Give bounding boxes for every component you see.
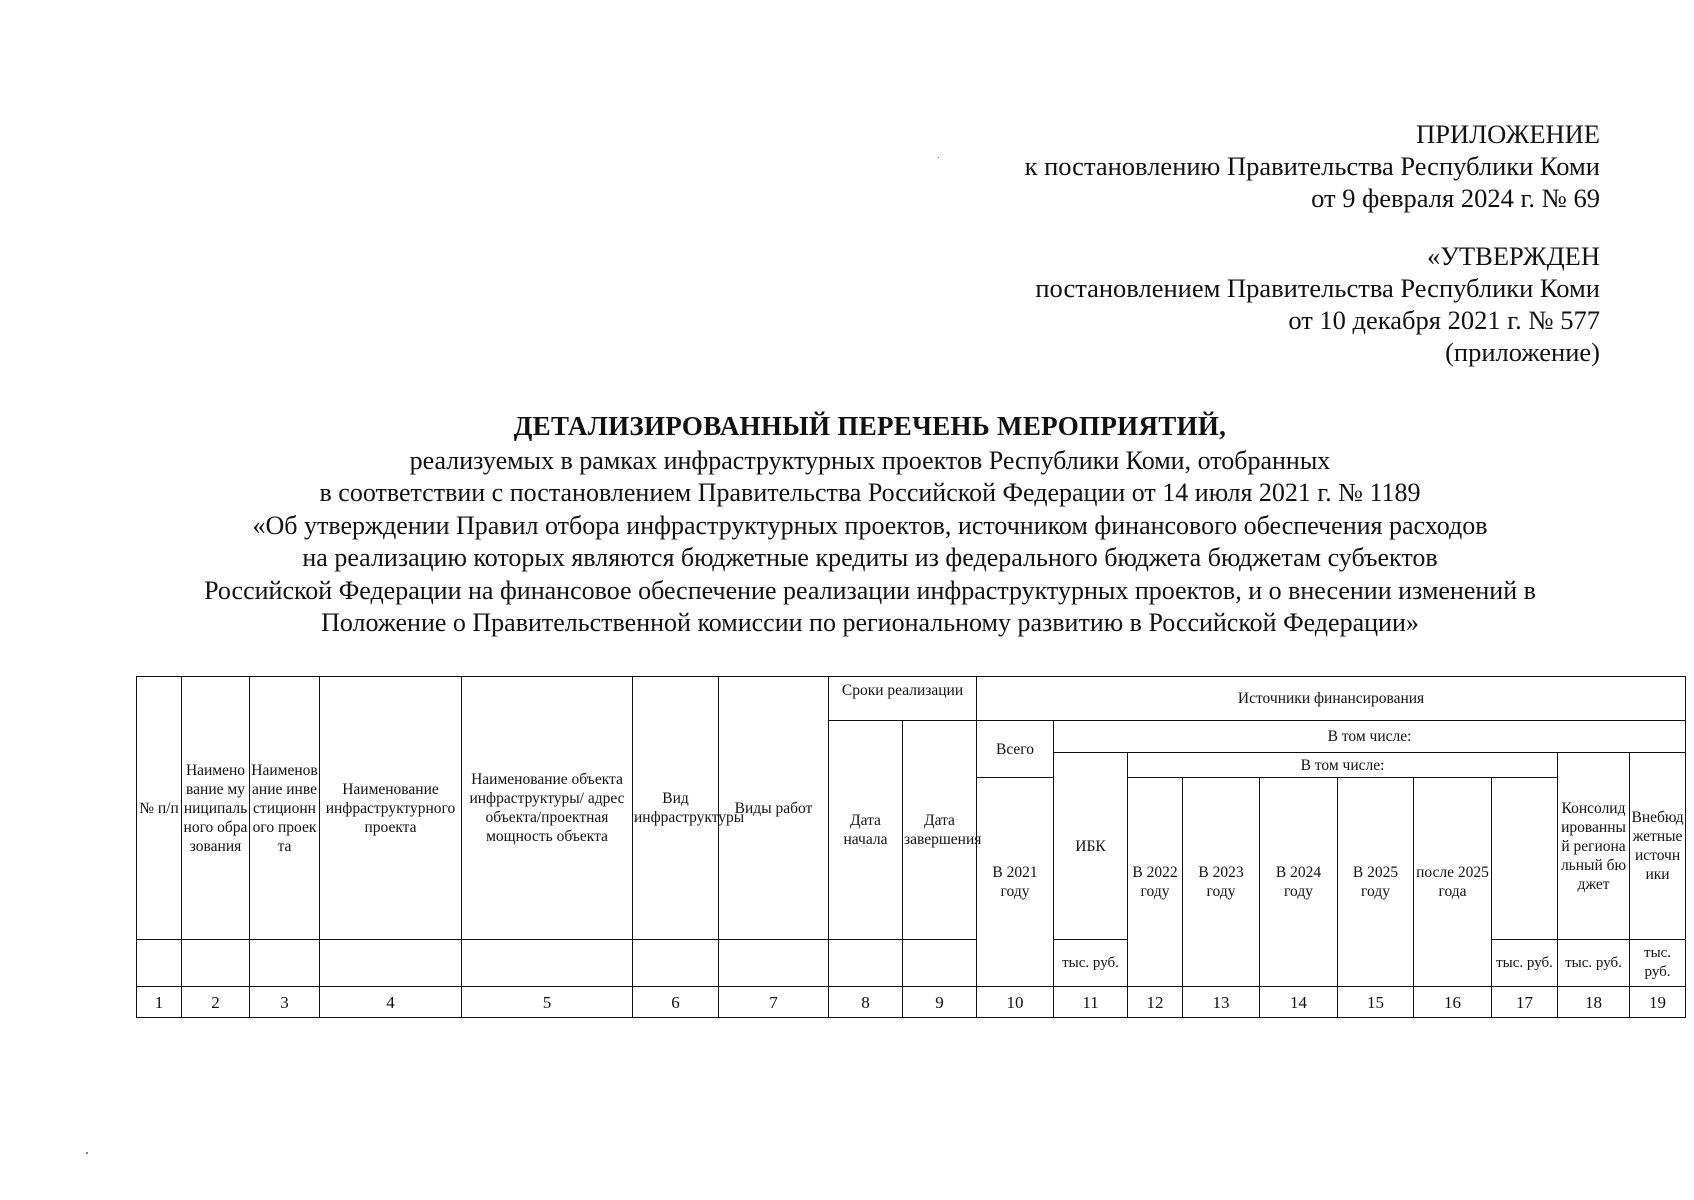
column-number: 1	[137, 987, 182, 1018]
title-main: ДЕТАЛИЗИРОВАННЫЙ ПЕРЕЧЕНЬ МЕРОПРИЯТИЙ,	[513, 411, 1227, 441]
column-number: 4	[320, 987, 462, 1018]
annex-header	[1025, 118, 1600, 368]
header-municipality: Наименование муниципального образования	[182, 677, 250, 940]
header-including-2: В том числе:	[1128, 753, 1558, 778]
title-line: «Об утверждении Правил отбора инфраструктурных проектов, источником финансового обеспечения расходов	[252, 510, 1488, 540]
header-ibk: ИБК	[1054, 753, 1128, 940]
header-number: № п/п	[137, 677, 182, 940]
header-year-2021: В 2021 году	[977, 778, 1054, 987]
column-number: 15	[1338, 987, 1414, 1018]
approved-line-1: постановлением Правительства Республики Коми	[1035, 273, 1600, 303]
unit-consolidated: тыс. руб.	[1558, 940, 1630, 987]
column-number: 10	[977, 987, 1054, 1018]
header-consolidated-budget: Консолидированный региональный бюджет	[1558, 753, 1630, 940]
title-line: Российской Федерации на финансовое обеспечение реализации инфраструктурных проектов, и о внесении изменений в	[204, 575, 1536, 605]
header-end-date: Дата завершения	[903, 721, 977, 940]
column-number: 16	[1414, 987, 1492, 1018]
scan-speck	[938, 157, 939, 158]
column-number: 11	[1054, 987, 1128, 1018]
unit-total: тыс. руб.	[1054, 940, 1128, 987]
scan-speck	[86, 1152, 88, 1154]
header-year-2025: В 2025 году	[1338, 778, 1414, 987]
header-year-2024: В 2024 году	[1260, 778, 1338, 987]
annex-line-2: от 9 февраля 2024 г. № 69	[1311, 183, 1600, 213]
header-sources-group: Источники финансирования	[977, 677, 1686, 721]
approved-line-3: (приложение)	[1445, 337, 1600, 367]
header-including-1: В том числе:	[1054, 721, 1686, 753]
measures-table	[136, 676, 1686, 1018]
unit-extrabudgetary: тыс. руб.	[1630, 940, 1686, 987]
column-number: 8	[829, 987, 903, 1018]
column-number: 6	[633, 987, 719, 1018]
header-start-date: Дата начала	[829, 721, 903, 940]
approved-line-2: от 10 декабря 2021 г. № 577	[1288, 305, 1600, 335]
header-infrastructure-object: Наименование объекта инфраструктуры/ адрес объекта/проектная мощность объекта	[462, 677, 633, 940]
column-number: 2	[182, 987, 250, 1018]
header-extrabudgetary: Внебюджетные источники	[1630, 753, 1686, 940]
header-year-2022: В 2022 году	[1128, 778, 1183, 987]
header-investment-project: Наименование инвестиционного проекта	[250, 677, 320, 940]
column-number: 7	[719, 987, 829, 1018]
title-line: реализуемых в рамках инфраструктурных проектов Республики Коми, отобранных	[409, 445, 1331, 475]
column-number: 13	[1183, 987, 1260, 1018]
header-infrastructure-project: Наименование инфраструктурного проекта	[320, 677, 462, 940]
column-number: 19	[1630, 987, 1686, 1018]
column-number: 12	[1128, 987, 1183, 1018]
column-number: 18	[1558, 987, 1630, 1018]
header-work-types: Виды работ	[719, 677, 829, 940]
column-number: 5	[462, 987, 633, 1018]
column-number: 3	[250, 987, 320, 1018]
annex-label: ПРИЛОЖЕНИЕ	[1416, 119, 1600, 149]
header-total: Всего	[977, 721, 1054, 778]
column-number: 9	[903, 987, 977, 1018]
column-numbers-row	[137, 987, 1686, 1018]
title-line: Положение о Правительственной комиссии по региональному развитию в Российской Федерации»	[321, 608, 1419, 637]
column-number: 17	[1492, 987, 1558, 1018]
header-after-2025: после 2025 года	[1414, 778, 1492, 987]
header-terms-group: Сроки реализации	[829, 677, 977, 721]
title-line: в соответствии с постановлением Правительства Российской Федерации от 14 июля 2021 г. № 1189	[319, 478, 1421, 507]
header-year-2023: В 2023 году	[1183, 778, 1260, 987]
column-number: 14	[1260, 987, 1338, 1018]
approved-label: «УТВЕРЖДЕН	[1426, 241, 1600, 271]
header-infrastructure-type: Вид инфраструктуры	[633, 677, 719, 940]
annex-line-1: к постановлению Правительства Республики Коми	[1024, 151, 1600, 181]
unit-ibk: тыс. руб.	[1492, 940, 1558, 987]
title-line: на реализацию которых являются бюджетные кредиты из федерального бюджета бюджетам субъектов	[302, 543, 1438, 572]
document-title	[80, 410, 1660, 640]
